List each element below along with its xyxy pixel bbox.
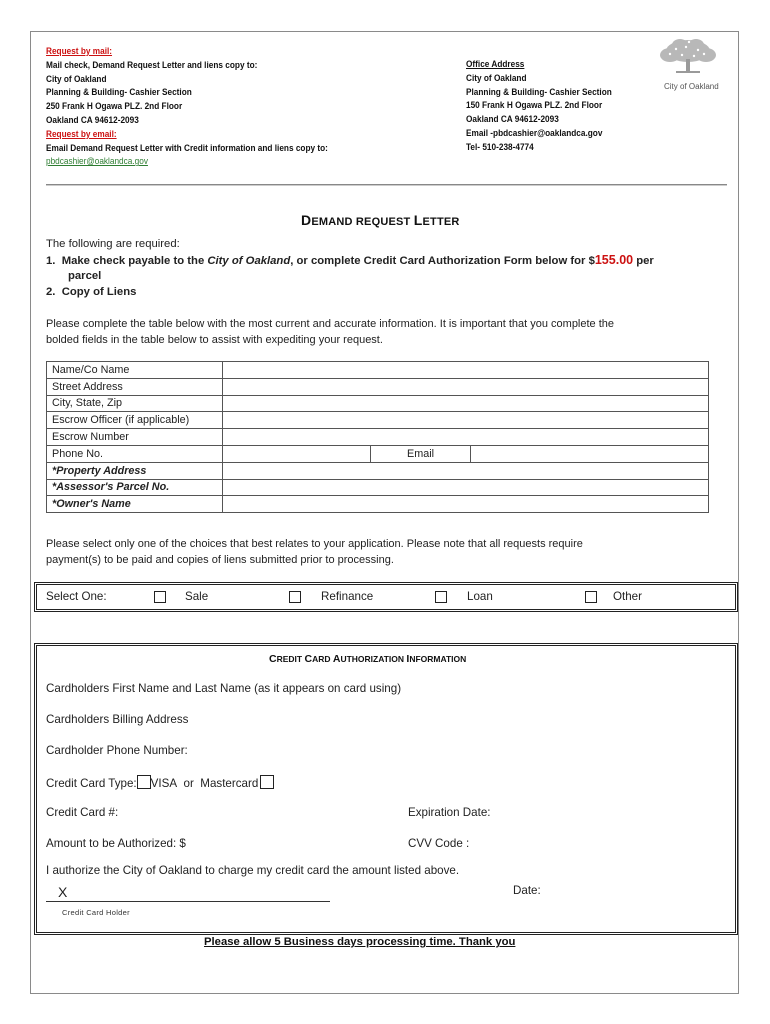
row-label: Phone No. xyxy=(47,445,223,462)
other-label: Other xyxy=(613,590,642,603)
authorization-statement: I authorize the City of Oakland to charge my credit card the amount listed above. xyxy=(46,864,460,877)
table-row xyxy=(47,462,709,479)
mail-line: Mail check, Demand Request Letter and liens copy to: xyxy=(46,59,258,71)
office-line: Tel- 510-238-4774 xyxy=(466,141,534,153)
mail-line: Oakland CA 94612-2093 xyxy=(46,114,139,126)
office-line: Email -pbdcashier@oaklandca.gov xyxy=(466,127,603,139)
email-heading: Request by email: xyxy=(46,128,117,140)
cvv-label: CVV Code : xyxy=(408,837,470,850)
mail-line: 250 Frank H Ogawa PLZ. 2nd Floor xyxy=(46,101,183,113)
processing-note: Please allow 5 Business days processing time. Thank you xyxy=(204,936,516,948)
email-line: Email Demand Request Letter with Credit information and liens copy to: xyxy=(46,142,328,154)
table-instructions: Please complete the table below with the most current and accurate information. It is important that you complete the bolded fields in the table below to assist with expediting your request. xyxy=(46,318,615,346)
row-label: City, State, Zip xyxy=(47,395,223,412)
amount-label: Amount to be Authorized: $ xyxy=(46,837,186,850)
office-line: Planning & Building- Cashier Section xyxy=(466,86,612,98)
requirement-item-2: 2. Copy of Liens xyxy=(46,286,137,298)
date-label: Date: xyxy=(513,884,541,897)
other-checkbox[interactable] xyxy=(585,591,597,603)
oak-tree-logo-icon xyxy=(656,37,720,77)
mail-heading: Request by mail: xyxy=(46,46,113,57)
table-row xyxy=(47,412,709,429)
table-row xyxy=(47,429,709,446)
table-row xyxy=(47,395,709,412)
city-state-zip-input[interactable] xyxy=(223,395,709,412)
applicant-info-table xyxy=(46,361,709,513)
office-line: City of Oakland xyxy=(466,72,527,84)
requirement-item-1: 1. Make check payable to the City of Oakland, or complete Credit Card Authorization Form below for $155.00 per xyxy=(46,253,654,267)
email-input[interactable] xyxy=(471,445,709,462)
table-row xyxy=(47,378,709,395)
owner-name-input[interactable] xyxy=(223,496,709,513)
requirement-item-1-cont: parcel xyxy=(68,270,102,282)
street-input[interactable] xyxy=(223,378,709,395)
visa-checkbox[interactable] xyxy=(137,775,151,789)
cardholder-phone-label: Cardholder Phone Number: xyxy=(46,744,188,757)
row-label: *Owner's Name xyxy=(47,496,223,513)
row-label: Escrow Officer (if applicable) xyxy=(47,412,223,429)
signature-caption: Credit Card Holder xyxy=(62,908,130,917)
row-label: Street Address xyxy=(47,378,223,395)
office-line: Oakland CA 94612-2093 xyxy=(466,114,559,126)
refinance-label: Refinance xyxy=(321,590,374,603)
refinance-checkbox[interactable] xyxy=(289,591,301,603)
select-note: Please select only one of the choices that best relates to your application. Please note that all requests require payment(s) to be paid and copies of liens submitted prior to processing. xyxy=(46,538,583,566)
row-label: *Assessor's Parcel No. xyxy=(47,479,223,496)
page-title: DEMAND REQUEST LETTER xyxy=(301,212,460,228)
mail-line: Planning & Building- Cashier Section xyxy=(46,87,192,99)
card-number-label: Credit Card #: xyxy=(46,806,119,819)
row-label: *Property Address xyxy=(47,462,223,479)
phone-input[interactable] xyxy=(223,445,371,462)
parcel-number-input[interactable] xyxy=(223,479,709,496)
expiration-label: Expiration Date: xyxy=(408,806,491,819)
name-input[interactable] xyxy=(223,362,709,379)
row-label: Name/Co Name xyxy=(47,362,223,379)
card-type-row: Credit Card Type: VISA or Mastercard xyxy=(46,775,274,790)
signature-x-mark: X xyxy=(58,884,68,900)
cardholder-name-label: Cardholders First Name and Last Name (as it appears on card using) xyxy=(46,682,402,695)
requirements-intro: The following are required: xyxy=(46,238,180,250)
logo-caption: City of Oakland xyxy=(664,82,719,91)
signature-line[interactable] xyxy=(46,901,330,902)
escrow-officer-input[interactable] xyxy=(223,412,709,429)
loan-checkbox[interactable] xyxy=(435,591,447,603)
sale-label: Sale xyxy=(185,590,209,603)
billing-address-label: Cardholders Billing Address xyxy=(46,713,189,726)
loan-label: Loan xyxy=(467,590,493,603)
mastercard-checkbox[interactable] xyxy=(260,775,274,789)
escrow-number-input[interactable] xyxy=(223,429,709,446)
credit-card-heading: CREDIT CARD AUTHORIZATION INFORMATION xyxy=(269,653,467,665)
mail-block xyxy=(46,45,328,169)
office-line: 150 Frank H Ogawa PLZ. 2nd Floor xyxy=(466,100,603,112)
select-one-label: Select One: xyxy=(46,590,107,603)
table-row xyxy=(47,445,709,462)
office-heading: Office Address xyxy=(466,59,525,70)
fee-amount: 155.00 xyxy=(594,253,634,267)
header-divider xyxy=(46,184,727,185)
email-link[interactable]: pbdcashier@oaklandca.gov xyxy=(46,156,148,168)
mail-line: City of Oakland xyxy=(46,73,107,85)
sale-checkbox[interactable] xyxy=(154,591,166,603)
property-address-input[interactable] xyxy=(223,462,709,479)
table-row xyxy=(47,496,709,513)
office-block xyxy=(466,58,612,155)
table-row xyxy=(47,479,709,496)
row-label: Escrow Number xyxy=(47,429,223,446)
table-row xyxy=(47,362,709,379)
email-label: Email xyxy=(371,445,471,462)
